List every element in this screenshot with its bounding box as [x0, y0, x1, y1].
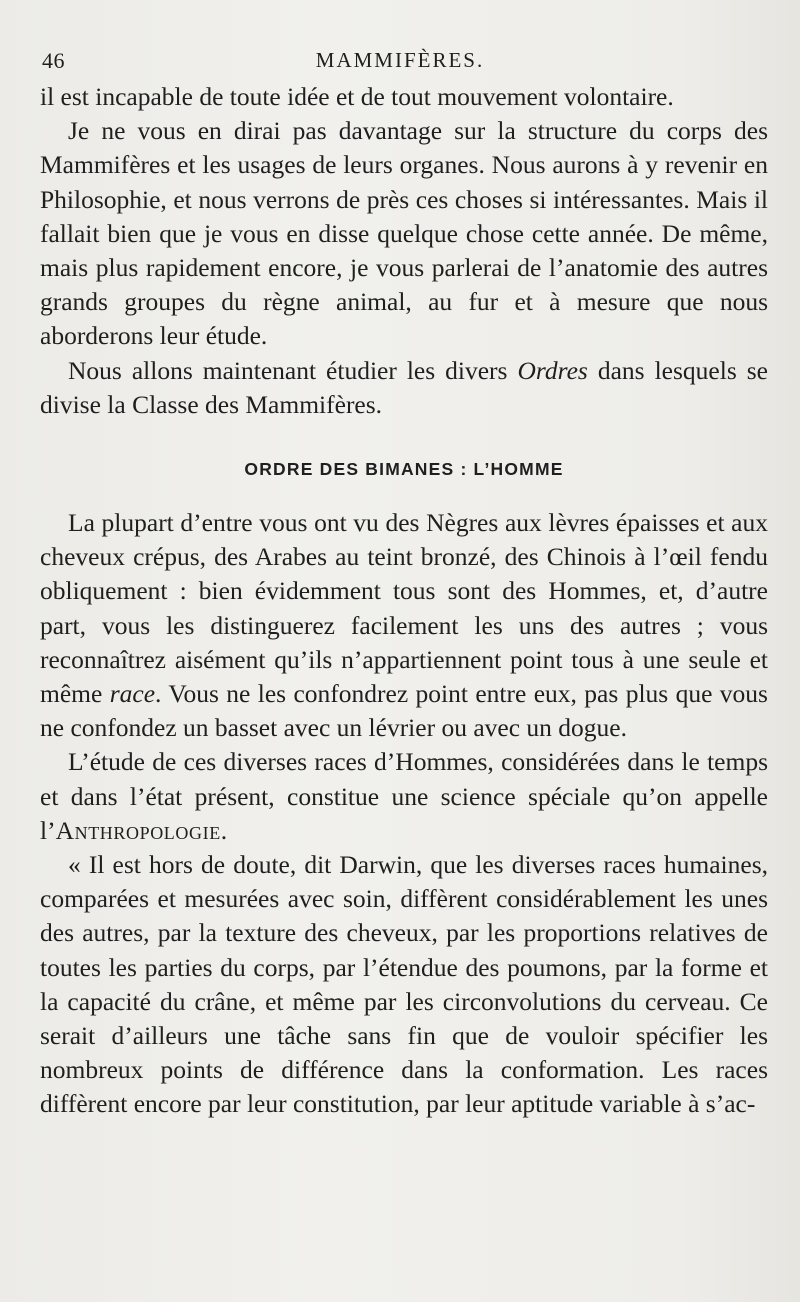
paragraph-anthropology [40, 745, 768, 848]
smallcaps-term: Anthropologie [55, 815, 221, 845]
text-run: . [220, 815, 228, 845]
text-run: L’étude de ces diverses races d’Hommes, considérées dans le temps et dans l’état présent, constitue une science spéciale qu’on appelle l’ [40, 747, 768, 845]
paragraph-darwin-quote: « Il est hors de doute, dit Darwin, que les diverses races humaines, comparées et mesurées avec soin, diffèrent considérablement les unes des autres, par la texture des cheveux, par les proportions relatives de toutes les parties du corps, par l’étendue des poumons, par la forme et la capacité du crâne, et même par les circonvolutions du cerveau. Ce serait d’ailleurs une tâche sans fin que de vouloir spécifier les nombreux points de différence dans la conformation. Les races diffèrent encore par leur constitution, par leur aptitude variable à s’ac- [40, 850, 768, 1119]
text-run: Nous allons maintenant étudier les divers [68, 355, 518, 385]
section-heading: ORDRE DES BIMANES : L’HOMME [244, 459, 564, 480]
text-run: La plupart d’entre vous ont vu des Nègres aux lèvres épaisses et aux cheveux crépus, des Arabes au teint bronzé, des Chinois à l’œil fendu obliquement : bien évidemment tous sont des Hommes, et, d’autre part, vous les distinguerez facilement les uns des autres ; vous reconnaîtrez aisément qu’ils n’appartiennent point tous à une seule et même [40, 508, 768, 709]
page-number: 46 [42, 48, 65, 73]
paragraph-orders [40, 354, 768, 422]
paragraph-continuation: il est incapable de toute idée et de tout mouvement volontaire. [40, 82, 674, 111]
italic-term: race [109, 679, 156, 709]
running-title: MAMMIFÈRES. [315, 48, 485, 72]
running-head [42, 48, 758, 78]
paragraph-structure: Je ne vous en dirai pas davantage sur la structure du corps des Mammifères et les usages de leurs organes. Nous aurons à y revenir en Philosophie, et nous verrons de près ces choses si intéressantes. Mais il fallait bien que je vous en disse quelque chose cette année. De même, mais plus rapidement encore, je vous parlerai de l’anatomie des autres grands groupes du règne animal, au fur et à mesure que nous aborderons leur étude. [40, 116, 768, 351]
paragraph-races [40, 506, 768, 745]
body-text [40, 80, 768, 1122]
text-run: . Vous ne les confondrez point entre eux, pas plus que vous ne confondez un basset avec un lévrier ou avec un dogue. [40, 679, 768, 743]
text-run: dans lesquels se divise la Classe des Mammifères. [40, 355, 768, 419]
italic-term: Ordres [517, 355, 588, 385]
